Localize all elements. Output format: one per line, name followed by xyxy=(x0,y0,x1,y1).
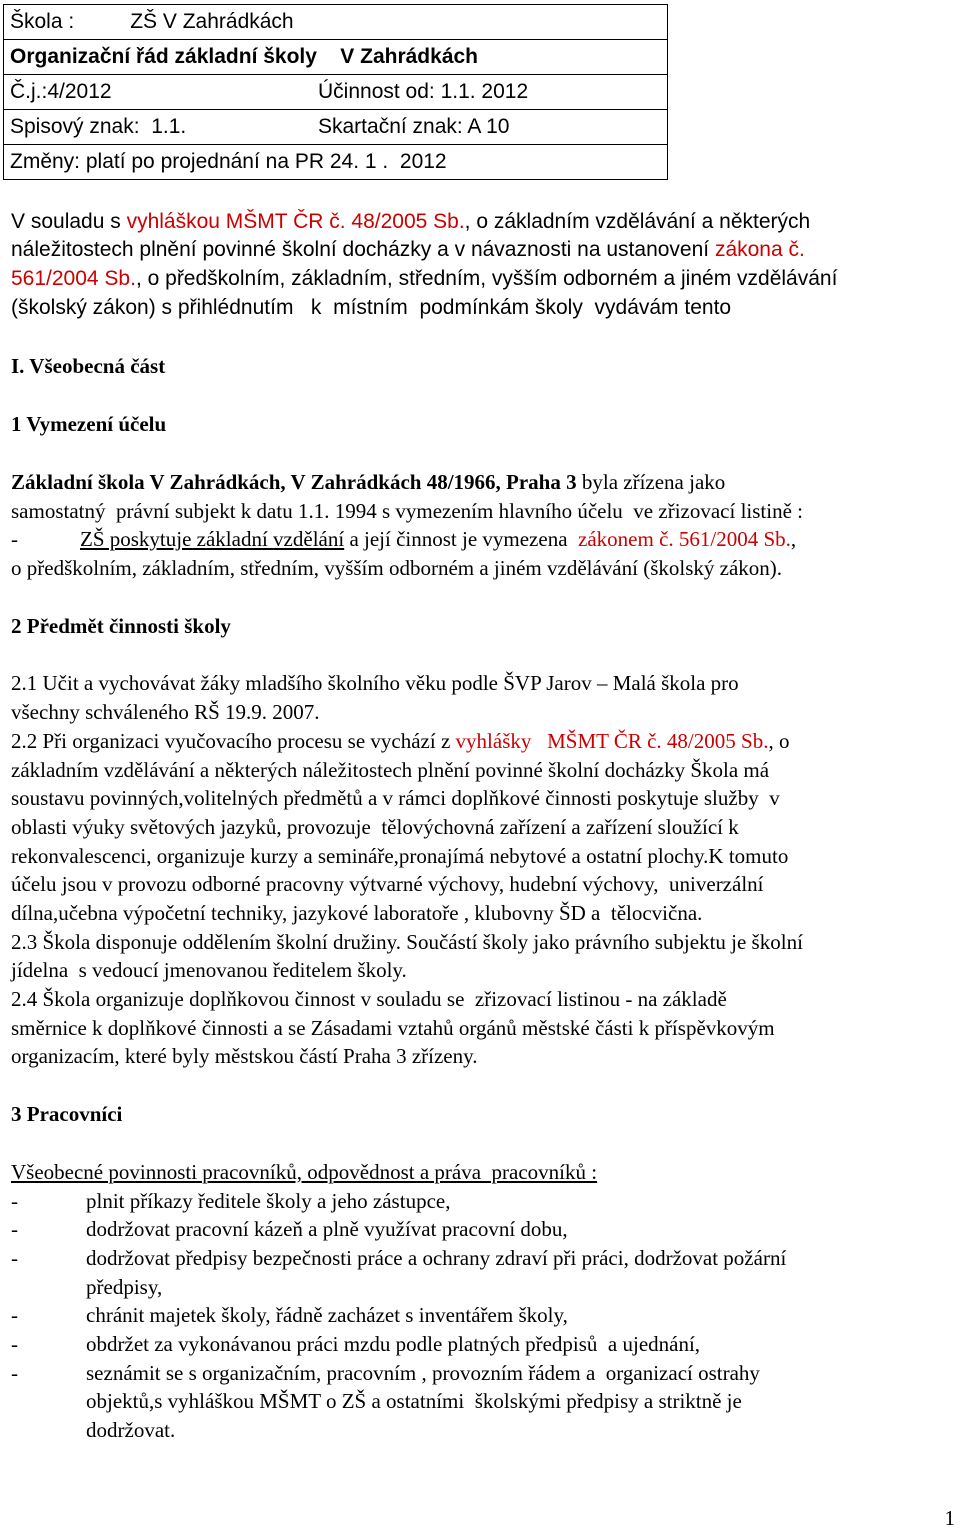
sec1-line-3 xyxy=(11,525,796,553)
law-link[interactable]: zákona č. xyxy=(714,238,805,261)
sec2-p2-line-4: oblasti výuky světových jazyků, provozuje tělovýchovná zařízení a zařízení sloužící k xyxy=(11,815,739,839)
duty-item-6-line-1: seznámit se s organizačním, pracovním , provozním řádem a organizací ostrahy xyxy=(86,1361,760,1385)
header-ref-cell xyxy=(4,75,668,110)
school-law-link[interactable]: zákonem č. 561/2004 Sb. xyxy=(578,527,791,551)
document-header-table xyxy=(3,4,668,180)
effective-date: Účinnost od: 1.1. 2012 xyxy=(318,80,529,103)
file-mark: Spisový znak: 1.1. xyxy=(10,115,187,138)
sec2-p2-line-3: soustavu povinných,volitelných předmětů a v rámci doplňkové činnosti poskytuje služby v xyxy=(11,786,780,810)
sec2-p1-line-2: všechny schváleného RŠ 19.9. 2007. xyxy=(11,700,320,724)
intro-line-1 xyxy=(11,208,810,236)
shredding-mark: Skartační znak: A 10 xyxy=(318,115,510,138)
reference-number: Č.j.:4/2012 xyxy=(10,80,112,103)
sec2-text: , o xyxy=(768,729,790,753)
header-row-ref xyxy=(4,75,668,110)
sec2-p2-line-2: základním vzdělávání a některých náležitostech plnění povinné školní docházky Škola má xyxy=(11,758,770,782)
sec2-p4-line-1: 2.4 Škola organizuje doplňkovou činnost v souladu se zřizovací listinou - na základě xyxy=(11,987,727,1011)
sec2-p1-line-1: 2.1 Učit a vychovávat žáky mladšího školního věku podle ŠVP Jarov – Malá škola pro xyxy=(11,671,739,695)
duty-item-4: chránit majetek školy, řádně zacházet s inventářem školy, xyxy=(86,1303,568,1327)
bullet-dash: - xyxy=(11,1303,18,1327)
header-row-marks xyxy=(4,110,668,145)
purpose-underlined: ZŠ poskytuje základní vzdělání xyxy=(80,527,345,551)
sec1-text: , xyxy=(790,527,797,551)
header-marks-cell xyxy=(4,110,668,145)
header-school-cell xyxy=(4,5,668,40)
sec2-p4-line-2: směrnice k doplňkové činnosti a se Zásadami vztahů orgánů městské části k příspěvkovým xyxy=(11,1016,775,1040)
intro-text: , o základním vzdělávání a některých xyxy=(464,210,811,233)
bullet-dash: - xyxy=(11,527,18,551)
duty-item-3-line-2: předpisy, xyxy=(86,1275,163,1299)
bullet-dash: - xyxy=(11,1189,18,1213)
sec2-p2-line-7: dílna,učebna výpočetní techniky, jazykové laboratoře , klubovny ŠD a tělocvična. xyxy=(11,901,703,925)
law-link-number[interactable]: 561/2004 Sb. xyxy=(11,267,136,290)
school-label: Škola : xyxy=(10,10,75,33)
duty-item-6-line-3: dodržovat. xyxy=(86,1418,176,1442)
sec1-line-1 xyxy=(11,468,725,496)
document-title: Organizační řád základní školy V Zahrádkách xyxy=(4,40,668,75)
sec1-text: a její činnost je vymezena xyxy=(344,527,579,551)
sec1-text: byla zřízena jako xyxy=(576,470,726,494)
section-1-heading: 1 Vymezení účelu xyxy=(11,412,167,436)
intro-line-2 xyxy=(11,236,805,264)
sec2-p2-line-1 xyxy=(11,727,789,755)
header-row-changes xyxy=(4,145,668,180)
school-full-name: Základní škola V Zahrádkách, V Zahrádkách 48/1966, Praha 3 xyxy=(11,470,577,494)
sec2-text: 2.2 Při organizaci vyučovacího procesu se vychází z xyxy=(11,729,456,753)
sec2-p2-line-5: rekonvalescenci, organizuje kurzy a semináře,pronajímá nebytové a ostatní plochy.K tomuto xyxy=(11,844,789,868)
duty-item-3-line-1: dodržovat předpisy bezpečnosti práce a ochrany zdraví při práci, dodržovat požární xyxy=(86,1246,787,1270)
bullet-dash: - xyxy=(11,1361,18,1385)
header-row-title xyxy=(4,40,668,75)
bullet-dash: - xyxy=(11,1217,18,1241)
section-general-heading: I. Všeobecná část xyxy=(11,354,166,378)
section-2-heading: 2 Předmět činnosti školy xyxy=(11,614,231,638)
bullet-dash: - xyxy=(11,1332,18,1356)
sec2-p3-line-2: jídelna s vedoucí jmenovanou ředitelem školy. xyxy=(11,958,407,982)
duty-item-5: obdržet za vykonávanou práci mzdu podle platných předpisů a ujednání, xyxy=(86,1332,701,1356)
intro-line-3 xyxy=(11,265,837,293)
intro-line-4: (školský zákon) s přihlédnutím k místním podmínkám školy vydávám tento xyxy=(11,296,732,319)
duty-item-1: plnit příkazy ředitele školy a jeho zástupce, xyxy=(86,1189,451,1213)
sec1-line-4: o předškolním, základním, středním, vyšším odborném a jiném vzdělávání (školský zákon). xyxy=(11,556,783,580)
page-number: 1 xyxy=(944,1506,955,1530)
decree-link-2[interactable]: vyhlášky MŠMT ČR č. 48/2005 Sb. xyxy=(455,729,769,753)
intro-text: , o předškolním, základním, středním, vyšším odborném a jiném vzdělávání xyxy=(135,267,838,290)
section-3-heading: 3 Pracovníci xyxy=(11,1102,123,1126)
sec1-line-2: samostatný právní subjekt k datu 1.1. 1994 s vymezením hlavního účelu ve zřizovací listině : xyxy=(11,499,803,523)
duty-item-6-line-2: objektů,s vyhláškou MŠMT o ZŠ a ostatními školskými předpisy a striktně je xyxy=(86,1389,742,1413)
decree-link[interactable]: vyhláškou MŠMT ČR č. 48/2005 Sb. xyxy=(126,210,465,233)
sec3-subheading: Všeobecné povinnosti pracovníků, odpovědnost a práva pracovníků : xyxy=(11,1160,598,1184)
bullet-dash: - xyxy=(11,1246,18,1270)
school-name: ZŠ V Zahrádkách xyxy=(130,10,294,33)
duty-item-2: dodržovat pracovní kázeň a plně využívat pracovní dobu, xyxy=(86,1217,568,1241)
intro-text: V souladu s xyxy=(11,210,127,233)
changes-note: Změny: platí po projednání na PR 24. 1 . 2012 xyxy=(4,145,668,180)
intro-text: náležitostech plnění povinné školní docházky a v návaznosti na ustanovení xyxy=(11,238,715,261)
sec2-p4-line-3: organizacím, které byly městskou částí Praha 3 zřízeny. xyxy=(11,1044,478,1068)
header-row-school xyxy=(4,5,668,40)
sec2-p3-line-1: 2.3 Škola disponuje oddělením školní družiny. Součástí školy jako právního subjektu je školní xyxy=(11,930,803,954)
sec2-p2-line-6: účelu jsou v provozu odborné pracovny výtvarné výchovy, hudební výchovy, univerzální xyxy=(11,872,764,896)
